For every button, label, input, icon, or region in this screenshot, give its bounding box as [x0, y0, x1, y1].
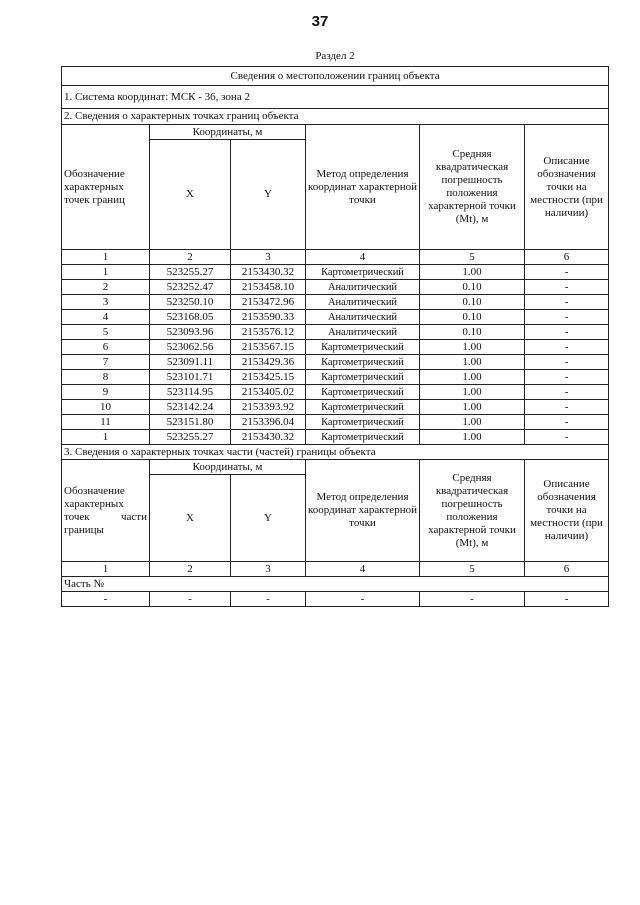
- method-header: Метод определения координат характерной точки: [306, 125, 420, 250]
- column-number: 2: [150, 562, 231, 577]
- method-cell: Аналитический: [306, 325, 420, 340]
- description-cell: -: [525, 400, 609, 415]
- part-label: Часть №: [62, 577, 609, 592]
- x-coordinate-cell: 523101.71: [150, 370, 231, 385]
- y-coordinate-cell: 2153430.32: [231, 430, 306, 445]
- part-x-cell: -: [150, 592, 231, 607]
- part-empty-row: [62, 592, 609, 607]
- method-cell: Картометрический: [306, 430, 420, 445]
- x-coordinate-cell: 523093.96: [150, 325, 231, 340]
- y-coordinate-cell: 2153458.10: [231, 280, 306, 295]
- method-cell: Аналитический: [306, 280, 420, 295]
- part-x-header: X: [150, 475, 231, 562]
- description-cell: -: [525, 430, 609, 445]
- table-row: [62, 325, 609, 340]
- table-row: [62, 310, 609, 325]
- point-cell: 5: [62, 325, 150, 340]
- x-coordinate-cell: 523091.11: [150, 355, 231, 370]
- column-number: 1: [62, 562, 150, 577]
- part-y-header: Y: [231, 475, 306, 562]
- y-coordinate-cell: 2153590.33: [231, 310, 306, 325]
- method-cell: Аналитический: [306, 310, 420, 325]
- error-cell: 1.00: [420, 355, 525, 370]
- point-cell: 3: [62, 295, 150, 310]
- y-coordinate-cell: 2153576.12: [231, 325, 306, 340]
- table-row: [62, 400, 609, 415]
- section3-heading: 3. Сведения о характерных точках части (частей) границы объекта: [62, 445, 609, 460]
- part-method-cell: -: [306, 592, 420, 607]
- y-coordinate-cell: 2153425.15: [231, 370, 306, 385]
- part-y-cell: -: [231, 592, 306, 607]
- page-number: 37: [311, 13, 329, 30]
- y-coordinate-cell: 2153567.15: [231, 340, 306, 355]
- description-cell: -: [525, 370, 609, 385]
- x-coordinate-cell: 523062.56: [150, 340, 231, 355]
- error-cell: 0.10: [420, 310, 525, 325]
- error-cell: 1.00: [420, 415, 525, 430]
- x-coordinate-cell: 523250.10: [150, 295, 231, 310]
- x-coordinate-cell: 523168.05: [150, 310, 231, 325]
- description-cell: -: [525, 385, 609, 400]
- error-cell: 0.10: [420, 295, 525, 310]
- point-cell: 2: [62, 280, 150, 295]
- error-cell: 1.00: [420, 430, 525, 445]
- description-cell: -: [525, 355, 609, 370]
- x-coordinate-cell: 523114.95: [150, 385, 231, 400]
- x-coordinate-cell: 523151.80: [150, 415, 231, 430]
- table-row: [62, 415, 609, 430]
- column-number: 6: [525, 562, 609, 577]
- table-row: [62, 370, 609, 385]
- table-row: [62, 355, 609, 370]
- column-number: 6: [525, 250, 609, 265]
- part-point-cell: -: [62, 592, 150, 607]
- method-cell: Аналитический: [306, 295, 420, 310]
- column-number: 4: [306, 250, 420, 265]
- column-number: 5: [420, 562, 525, 577]
- error-cell: 0.10: [420, 325, 525, 340]
- method-cell: Картометрический: [306, 415, 420, 430]
- part-point-label-header: Обозначение характерных точек части границы: [62, 460, 150, 562]
- error-cell: 1.00: [420, 370, 525, 385]
- point-cell: 1: [62, 430, 150, 445]
- table-row: [62, 340, 609, 355]
- column-number: 3: [231, 250, 306, 265]
- column-number: 1: [62, 250, 150, 265]
- x-header: X: [150, 140, 231, 250]
- part-description-cell: -: [525, 592, 609, 607]
- error-cell: 1.00: [420, 340, 525, 355]
- description-cell: -: [525, 295, 609, 310]
- description-cell: -: [525, 280, 609, 295]
- x-coordinate-cell: 523252.47: [150, 280, 231, 295]
- part-coords-header: Координаты, м: [150, 460, 306, 475]
- error-cell: 1.00: [420, 400, 525, 415]
- y-coordinate-cell: 2153472.96: [231, 295, 306, 310]
- description-cell: -: [525, 415, 609, 430]
- error-cell: 1.00: [420, 265, 525, 280]
- description-cell: -: [525, 310, 609, 325]
- table-row: [62, 295, 609, 310]
- error-cell: 0.10: [420, 280, 525, 295]
- table-row: [62, 280, 609, 295]
- part-column-numbers-row: [62, 562, 609, 577]
- column-numbers-row: [62, 250, 609, 265]
- x-coordinate-cell: 523142.24: [150, 400, 231, 415]
- description-cell: -: [525, 325, 609, 340]
- description-cell: -: [525, 340, 609, 355]
- y-coordinate-cell: 2153405.02: [231, 385, 306, 400]
- error-cell: 1.00: [420, 385, 525, 400]
- section-label: Раздел 2: [315, 50, 355, 62]
- part-description-header: Описание обозначения точки на местности (при наличии): [525, 460, 609, 562]
- point-cell: 7: [62, 355, 150, 370]
- x-coordinate-cell: 523255.27: [150, 430, 231, 445]
- part-error-cell: -: [420, 592, 525, 607]
- error-header: Средняя квадратическая погрешность положения характерной точки (Mt), м: [420, 125, 525, 250]
- description-header: Описание обозначения точки на местности (при наличии): [525, 125, 609, 250]
- column-number: 4: [306, 562, 420, 577]
- part-method-header: Метод определения координат характерной точки: [306, 460, 420, 562]
- method-cell: Картометрический: [306, 385, 420, 400]
- method-cell: Картометрический: [306, 340, 420, 355]
- table-row: [62, 265, 609, 280]
- point-cell: 9: [62, 385, 150, 400]
- point-cell: 6: [62, 340, 150, 355]
- method-cell: Картометрический: [306, 400, 420, 415]
- method-cell: Картометрический: [306, 355, 420, 370]
- point-cell: 11: [62, 415, 150, 430]
- table-row: [62, 385, 609, 400]
- boundary-table: [61, 66, 609, 607]
- method-cell: Картометрический: [306, 370, 420, 385]
- method-cell: Картометрический: [306, 265, 420, 280]
- table-title: Сведения о местоположении границ объекта: [62, 67, 609, 86]
- y-coordinate-cell: 2153430.32: [231, 265, 306, 280]
- column-number: 3: [231, 562, 306, 577]
- point-cell: 8: [62, 370, 150, 385]
- column-number: 5: [420, 250, 525, 265]
- point-cell: 4: [62, 310, 150, 325]
- y-header: Y: [231, 140, 306, 250]
- y-coordinate-cell: 2153393.92: [231, 400, 306, 415]
- description-cell: -: [525, 265, 609, 280]
- coords-header: Координаты, м: [150, 125, 306, 140]
- coordinate-system: 1. Система координат: МСК - 36, зона 2: [62, 86, 609, 109]
- y-coordinate-cell: 2153429.36: [231, 355, 306, 370]
- x-coordinate-cell: 523255.27: [150, 265, 231, 280]
- part-error-header: Средняя квадратическая погрешность положения характерной точки (Mt), м: [420, 460, 525, 562]
- section2-heading: 2. Сведения о характерных точках границ объекта: [62, 109, 609, 125]
- point-label-header: Обозначение характерных точек границ: [62, 125, 150, 250]
- point-cell: 1: [62, 265, 150, 280]
- y-coordinate-cell: 2153396.04: [231, 415, 306, 430]
- point-cell: 10: [62, 400, 150, 415]
- table-row: [62, 430, 609, 445]
- column-number: 2: [150, 250, 231, 265]
